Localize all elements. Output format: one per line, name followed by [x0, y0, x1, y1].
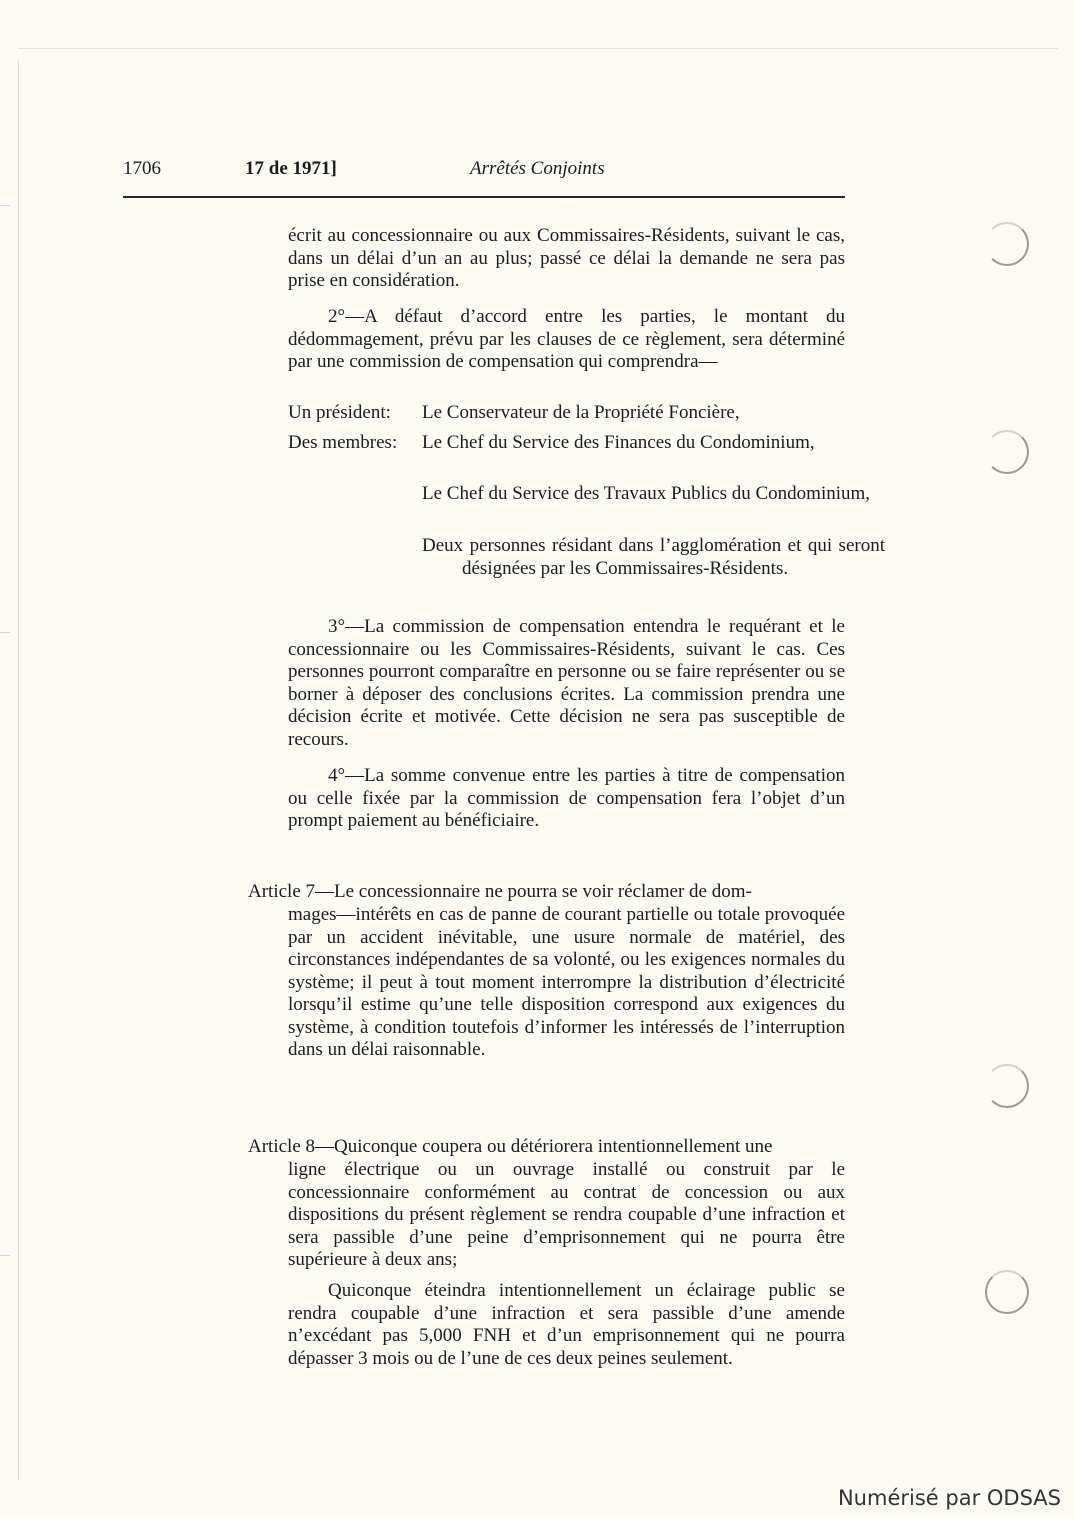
article-7-heading: Article 7—Le concessionnaire ne pourra se voir réclamer de dom- — [248, 881, 752, 902]
punch-hole-icon — [985, 222, 1029, 266]
page-number: 1706 — [123, 158, 161, 179]
members-label: Des membres: — [288, 432, 398, 453]
punch-hole-icon — [985, 1064, 1029, 1108]
article-8-body: ligne électrique ou un ouvrage installé ou construit par le concessionnaire conformément au contrat de concession ou aux dispositions du présent règlement se rendra coupable d’une infraction et sera passible d’une peine d’emprisonnement qui ne pourra être supérieure à deux ans; — [288, 1159, 845, 1270]
year-reference: 17 de 1971] — [245, 158, 337, 179]
page-edge — [18, 60, 19, 1480]
margin-mark — [0, 1255, 10, 1256]
member-item: Le Chef du Service des Finances du Condominium, — [422, 432, 815, 453]
article-8-heading: Article 8—Quiconque coupera ou détériorera intentionnellement une — [248, 1136, 773, 1157]
article-7-body: mages—intérêts en cas de panne de courant partielle ou totale provoquée par un accident inévitable, une usure normale de matériel, des circonstances indépendantes de sa volonté, ou les exigences normales du système; il peut à tout moment interrompre la distribution d’électricité lorsqu’il estime qu’une telle disposition correspond aux exigences du système, à condition toutefois d’informer les intéressés de l’interruption dans un délai raisonnable. — [288, 904, 845, 1060]
paragraph-2: 2°—A défaut d’accord entre les parties, le montant du dédommagement, prévu par les clauses de ce règlement, sera déterminé par une commission de compensation qui comprendra— — [288, 306, 845, 372]
member-item: Deux personnes résidant dans l’agglomération et qui seront désignées par les Commissaires-Résidents. — [422, 535, 885, 579]
punch-hole-icon — [985, 430, 1029, 474]
member-item: Le Chef du Service des Travaux Publics du Condominium, — [422, 483, 871, 504]
running-header — [0, 158, 1075, 182]
punch-hole-icon — [985, 1270, 1029, 1314]
digitization-watermark: Numérisé par ODSAS — [837, 1486, 1061, 1510]
header-title: Arrêtés Conjoints — [470, 158, 605, 179]
margin-mark — [0, 205, 10, 206]
page-edge-top — [18, 48, 1058, 49]
header-divider — [123, 196, 845, 198]
president-label: Un président: — [288, 402, 391, 423]
president-value: Le Conservateur de la Propriété Foncière, — [422, 402, 740, 423]
paragraph-4: 4°—La somme convenue entre les parties à titre de compensation ou celle fixée par la commission de compensation fera l’objet d’un prompt paiement au bénéficiaire. — [288, 765, 845, 831]
margin-mark — [0, 632, 10, 633]
intro-paragraph: écrit au concessionnaire ou aux Commissaires-Résidents, suivant le cas, dans un délai d’un an au plus; passé ce délai la demande ne sera pas prise en considération. — [288, 225, 845, 291]
article-8-paragraph-2: Quiconque éteindra intentionnellement un éclairage public se rendra coupable d’une infraction et sera passible d’une amende n’excédant pas 5,000 FNH et d’un emprisonnement qui ne pourra dépasser 3 mois ou de l’une de ces deux peines seulement. — [288, 1280, 845, 1369]
paragraph-3: 3°—La commission de compensation entendra le requérant et le concessionnaire ou les Commissaires-Résidents, suivant le cas. Ces personnes pourront comparaître en personne ou se faire représenter ou se borner à déposer des conclusions écrites. La commission prendra une décision écrite et motivée. Cette décision ne sera pas susceptible de recours. — [288, 616, 845, 750]
